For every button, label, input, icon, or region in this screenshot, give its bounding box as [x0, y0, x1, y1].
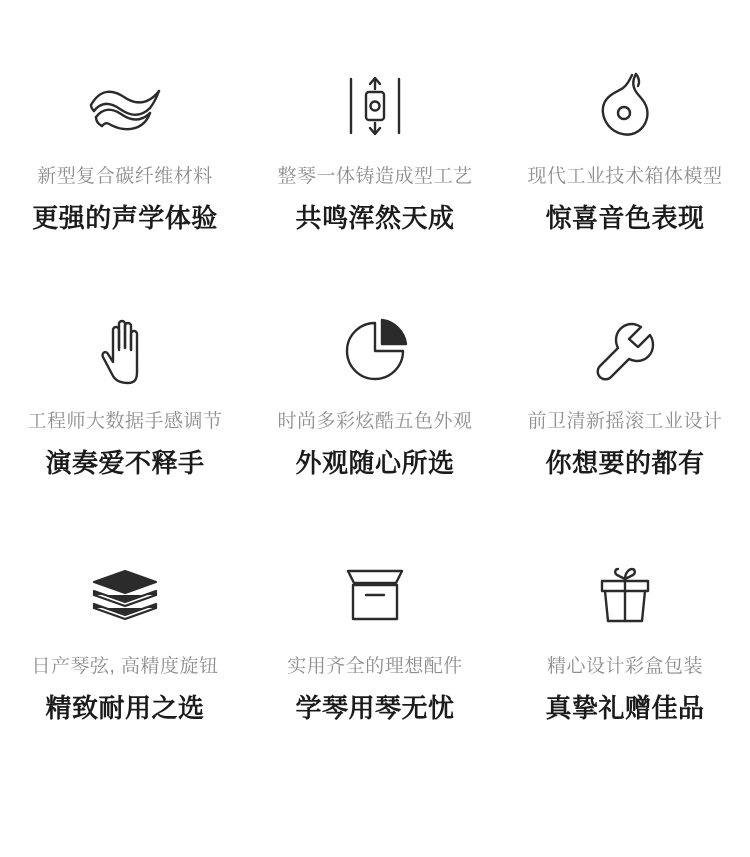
feature-subtitle: 现代工业技术箱体模型 [527, 166, 723, 187]
feature-title: 共鸣浑然天成 [295, 202, 455, 233]
feature-item [0, 305, 250, 550]
feature-title: 精致耐用之选 [45, 692, 205, 723]
feature-subtitle: 工程师大数据手感调节 [27, 411, 223, 432]
feature-title: 演奏爱不释手 [45, 447, 205, 478]
feature-title: 学琴用琴无忧 [295, 692, 455, 723]
hand-icon [96, 305, 154, 397]
feature-title: 你想要的都有 [545, 447, 705, 478]
feature-item [250, 550, 500, 795]
feature-item [500, 550, 750, 795]
feature-subtitle: 精心设计彩盒包装 [546, 656, 703, 677]
pie-chart-icon [342, 305, 408, 397]
feature-item [250, 60, 500, 305]
feature-item [500, 305, 750, 550]
feature-subtitle: 时尚多彩炫酷五色外观 [277, 411, 473, 432]
feature-subtitle: 新型复合碳纤维材料 [37, 166, 213, 187]
feature-title: 外观随心所选 [295, 447, 455, 478]
feature-subtitle: 整琴一体铸造成型工艺 [277, 166, 473, 187]
guitar-body-icon [596, 60, 654, 152]
feature-title: 惊喜音色表现 [545, 202, 705, 233]
feature-item [500, 60, 750, 305]
feature-title: 真挚礼赠佳品 [545, 692, 705, 723]
feature-item [0, 550, 250, 795]
feature-item [250, 305, 500, 550]
gift-box-icon [594, 550, 656, 642]
layers-icon [90, 550, 160, 642]
feature-subtitle: 前卫清新摇滚工业设计 [527, 411, 723, 432]
one-piece-mold-icon [339, 60, 411, 152]
wrench-icon [592, 305, 658, 397]
feature-item [0, 60, 250, 305]
feature-subtitle: 日产琴弦, 高精度旋钮 [31, 656, 219, 677]
carbon-fiber-wave-icon [86, 60, 164, 152]
feature-title: 更强的声学体验 [32, 202, 218, 233]
feature-subtitle: 实用齐全的理想配件 [287, 656, 463, 677]
box-icon [344, 550, 406, 642]
